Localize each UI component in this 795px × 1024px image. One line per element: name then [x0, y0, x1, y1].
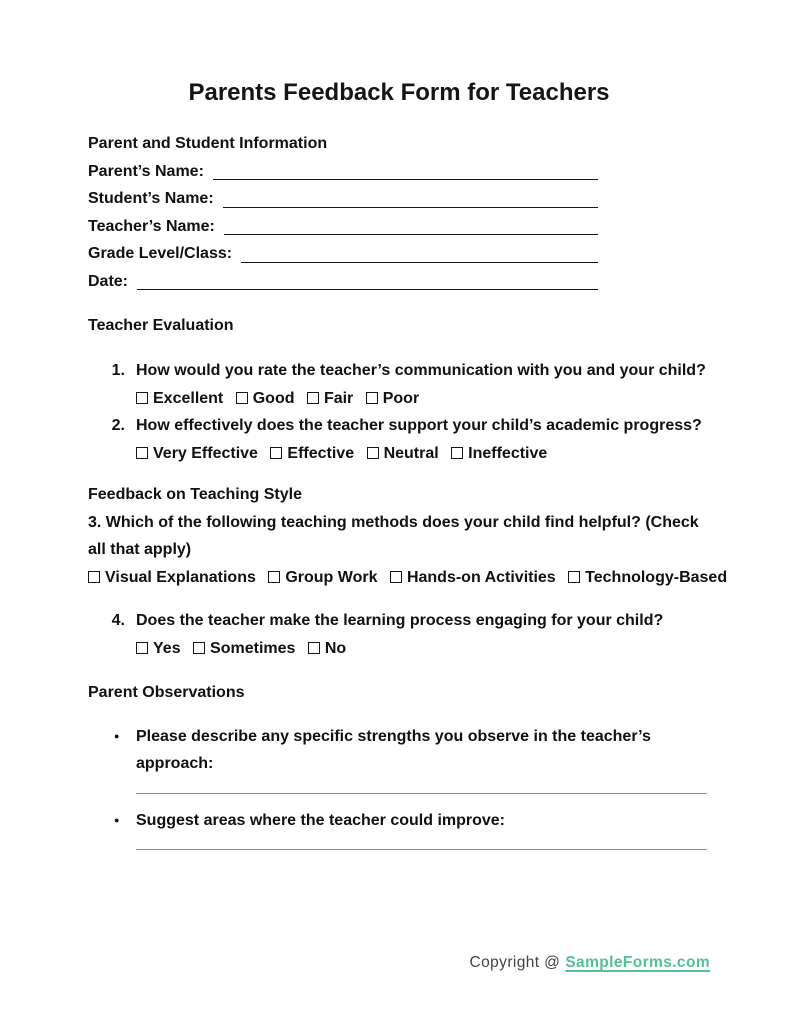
option-yes [136, 640, 181, 657]
grade-level-label: Grade Level/Class: [88, 245, 233, 262]
date-label: Date: [88, 272, 129, 290]
option-label: Visual Explanations [105, 568, 256, 586]
parent-name-label: Parent’s Name: [88, 162, 204, 180]
option-no [308, 640, 346, 657]
copyright-text: Copyright @ [469, 954, 561, 971]
field-row-grade-level [88, 240, 598, 268]
field-row-parent-name [88, 158, 598, 186]
checkbox-icon [568, 571, 580, 583]
observation-prompt-strengths [88, 723, 710, 778]
question-1-text: How would you rate the teacher’s communication with you and your child? [136, 362, 706, 379]
evaluation-question-list [88, 357, 710, 467]
question-4-options [136, 635, 710, 663]
improve-answer-line [136, 835, 707, 851]
info-section [88, 130, 710, 295]
question-1-options [136, 385, 710, 413]
observation-strengths-body [136, 723, 651, 778]
observation-prompt-improve [88, 807, 710, 835]
bullet-icon: ● [114, 730, 120, 741]
bullet-icon: ● [114, 814, 120, 825]
checkbox-icon [308, 642, 320, 654]
observation-strengths-line-1: Please describe any specific strengths you observe in the teacher’s [136, 727, 651, 745]
option-group-work [268, 569, 377, 586]
option-label: Excellent [153, 389, 224, 407]
question-3-text-line-2: all that apply) [88, 541, 192, 558]
date-fill-line [137, 268, 598, 291]
student-name-label: Student’s Name: [88, 190, 214, 207]
field-row-teacher-name [88, 213, 598, 241]
checkbox-icon [136, 642, 148, 654]
question-4-body [136, 607, 710, 662]
checkbox-icon [307, 392, 319, 404]
student-name-fill-line [223, 185, 598, 208]
option-label: Sometimes [210, 639, 296, 657]
option-neutral [367, 445, 439, 462]
question-4-text: Does the teacher make the learning process engaging for your child? [136, 612, 664, 629]
parent-name-fill-line [213, 158, 598, 181]
observations-heading: Parent Observations [88, 684, 245, 701]
sampleforms-link[interactable]: SampleForms.com [565, 954, 710, 971]
grade-level-fill-line [241, 240, 598, 263]
page-title: Parents Feedback Form for Teachers [188, 79, 610, 106]
checkbox-icon [236, 392, 248, 404]
option-very-effective [136, 445, 258, 462]
question-1-number: 1. [111, 362, 125, 379]
question-4 [88, 607, 710, 662]
checkbox-icon [270, 447, 282, 459]
option-label: Technology-Based [585, 568, 728, 586]
option-label: Group Work [285, 568, 378, 586]
question-2-text: How effectively does the teacher support your child’s academic progress? [136, 417, 702, 434]
question-2-number: 2. [111, 417, 125, 434]
teaching-style-heading: Feedback on Teaching Style [88, 486, 302, 503]
option-label: Yes [153, 639, 181, 657]
option-hands-on-activities [390, 569, 556, 586]
option-label: Hands-on Activities [406, 568, 556, 586]
option-label: No [324, 639, 347, 657]
option-label: Very Effective [153, 444, 258, 462]
field-row-student-name [88, 185, 598, 213]
option-ineffective [451, 445, 547, 462]
question-3-options [88, 564, 728, 592]
observation-strengths-line-2: approach: [136, 755, 214, 772]
question-1-body [136, 357, 710, 412]
question-2-options [136, 440, 710, 468]
option-fair [307, 390, 353, 407]
field-row-date [88, 268, 598, 296]
checkbox-icon [367, 447, 379, 459]
teacher-name-fill-line [224, 213, 598, 236]
question-4-number: 4. [111, 612, 125, 629]
teaching-style-section [88, 481, 728, 591]
option-effective [270, 445, 354, 462]
teacher-name-label: Teacher’s Name: [88, 217, 215, 235]
checkbox-icon [88, 571, 100, 583]
footer [470, 951, 710, 975]
option-visual-explanations [88, 569, 256, 586]
question-3-text-line-1: 3. Which of the following teaching methods does your child find helpful? (Check [88, 513, 699, 531]
observation-improve-line-1: Suggest areas where the teacher could improve: [136, 811, 506, 829]
option-excellent [136, 390, 223, 407]
evaluation-section-heading: Teacher Evaluation [88, 317, 234, 334]
strengths-answer-line [136, 778, 707, 794]
checkbox-icon [451, 447, 463, 459]
option-label: Poor [382, 389, 420, 407]
checkbox-icon [193, 642, 205, 654]
checkbox-icon [268, 571, 280, 583]
observation-improve-body [136, 807, 505, 835]
question-1 [88, 357, 710, 412]
observations-list [88, 723, 710, 851]
option-poor [366, 390, 419, 407]
option-sometimes [193, 640, 295, 657]
question-2 [88, 412, 710, 467]
option-label: Neutral [383, 444, 439, 462]
checkbox-icon [136, 392, 148, 404]
info-section-heading: Parent and Student Information [88, 135, 328, 152]
question-2-body [136, 412, 710, 467]
checkbox-icon [390, 571, 402, 583]
checkbox-icon [136, 447, 148, 459]
option-label: Effective [287, 444, 355, 462]
option-label: Good [252, 389, 295, 407]
checkbox-icon [366, 392, 378, 404]
option-technology-based [568, 569, 727, 586]
option-label: Fair [323, 389, 354, 407]
option-good [236, 390, 295, 407]
option-label: Ineffective [468, 444, 548, 462]
